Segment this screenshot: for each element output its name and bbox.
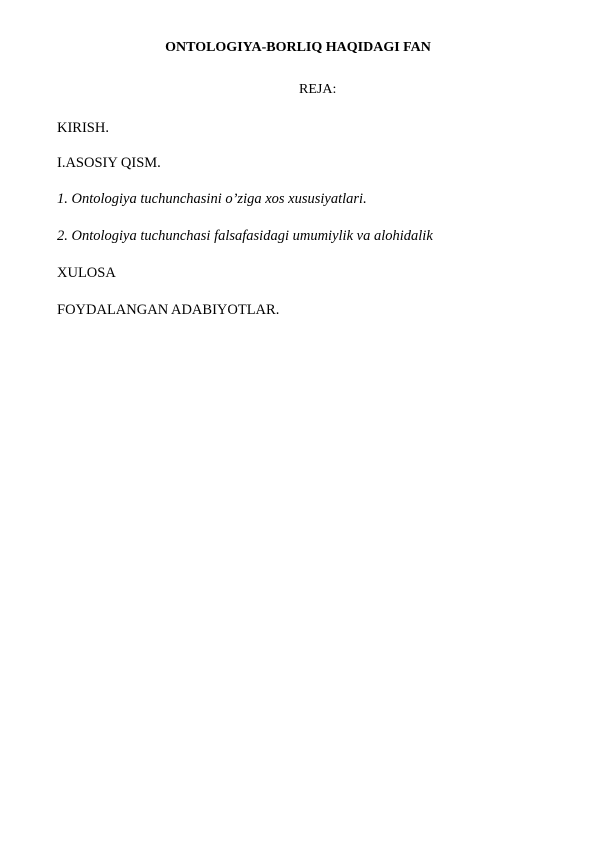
plan-item-subsection-2: 2. Ontologiya tuchunchasi falsafasidagi umumiylik va alohidalik — [57, 228, 433, 244]
document-title: ONTOLOGIYA-BORLIQ HAQIDAGI FAN — [165, 40, 431, 55]
plan-item-references: FOYDALANGAN ADABIYOTLAR. — [57, 302, 280, 318]
plan-heading: REJA: — [299, 82, 337, 97]
plan-item-conclusion: XULOSA — [57, 265, 116, 281]
plan-item-subsection-1: 1. Ontologiya tuchunchasini o’ziga xos xususiyatlari. — [57, 191, 367, 207]
plan-item-main-part: I.ASOSIY QISM. — [57, 155, 161, 171]
plan-item-introduction: KIRISH. — [57, 120, 109, 136]
